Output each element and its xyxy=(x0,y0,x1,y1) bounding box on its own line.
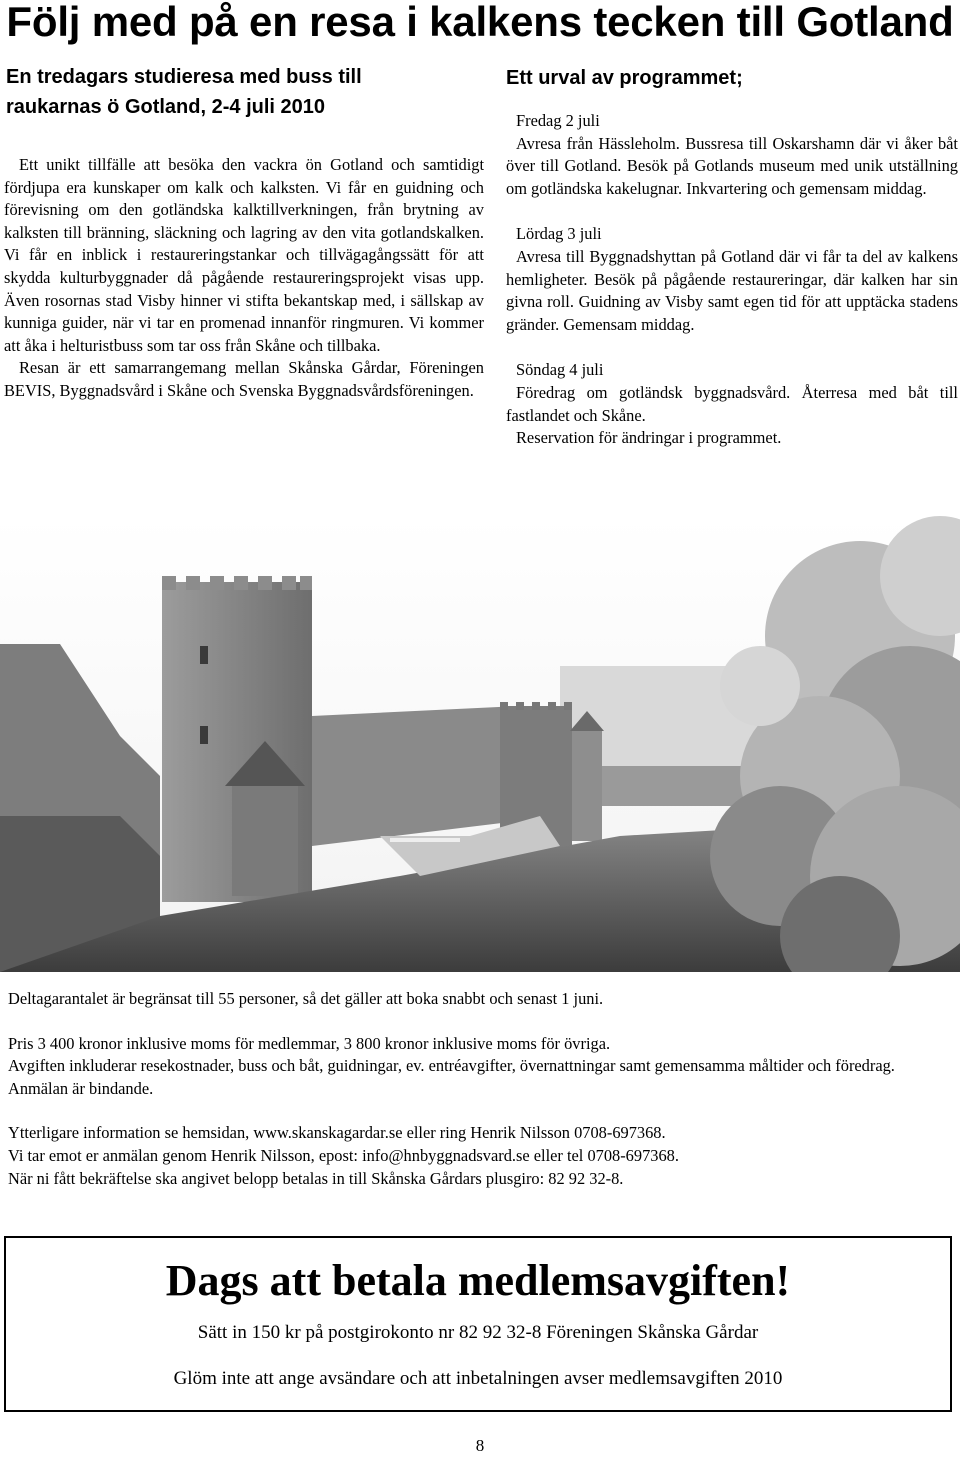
membership-reminder: Glöm inte att ange avsändare och att inbetalningen avser medlemsavgiften 2010 xyxy=(173,1368,783,1389)
price-text: Pris 3 400 kronor inklusive moms för medlemmar, 3 800 kronor inklusive moms för övriga. xyxy=(8,1033,611,1053)
trip-subheading xyxy=(6,62,486,122)
trip-description xyxy=(4,154,484,403)
subheading-line-2: raukarnas ö Gotland, 2-4 juli 2010 xyxy=(6,96,326,118)
day-description: Avresa från Hässleholm. Bussresa till Oskarshamn där vi åker båt över till Gotland. Besök på Gotlands museum med unik utställning om gotländska kakelugnar. Inkvartering och gemensam middag. xyxy=(506,133,958,198)
program-day-friday xyxy=(506,110,958,200)
page-headline: Följ med på en resa i kalkens tecken till Gotland xyxy=(6,0,954,45)
participants-text: Deltagarantalet är begränsat till 55 personer, så det gäller att boka snabbt och senast 1 juni. xyxy=(8,989,604,1008)
spacer xyxy=(8,1100,958,1122)
program-heading: Ett urval av programmet; xyxy=(506,67,743,89)
spacer xyxy=(8,1011,958,1033)
registration-text: Vi tar emot er anmälan genom Henrik Nilsson, epost: info@hnbyggnadsvard.se eller tel 0708-697368. xyxy=(8,1145,679,1165)
membership-payment-details: Sätt in 150 kr på postgirokonto nr 82 92 32-8 Föreningen Skånska Gårdar xyxy=(197,1322,759,1343)
booking-information xyxy=(8,988,958,1190)
page-number: 8 xyxy=(475,1436,485,1455)
program-list xyxy=(506,110,958,450)
includes-text: Avgiften inkluderar resekostnader, buss och båt, guidningar, ev. entréavgifter, övernattningar samt gemensamma måltider och föredrag. Anmälan är bindande. xyxy=(8,1056,895,1098)
day-description: Föredrag om gotländsk byggnadsvård. Återresa med båt till fastlandet och Skåne. xyxy=(506,382,958,425)
program-reservation-note: Reservation för ändringar i programmet. xyxy=(516,428,782,448)
visby-wall-photo xyxy=(0,516,960,972)
membership-fee-title: Dags att betala medlemsavgiften! xyxy=(165,1256,791,1305)
membership-fee-box xyxy=(4,1236,952,1412)
day-label: Söndag 4 juli xyxy=(516,360,604,380)
day-description: Avresa till Byggnadshyttan på Gotland där vi får ta del av kalkens hemligheter. Besök på pågående restaureringar, där kalken har sin givna roll. Guidning av Visby samt egen tid för att upptäcka stadens gränder. Gemensam middag. xyxy=(506,246,958,334)
program-day-sunday xyxy=(506,359,958,449)
program-day-saturday xyxy=(506,223,958,336)
description-paragraph-2: Resan är ett samarrangemang mellan Skånska Gårdar, Föreningen BEVIS, Byggnadsvård i Skåne och Svenska Byggnadsvårdsföreningen. xyxy=(4,358,484,400)
subheading-line-1: En tredagars studieresa med buss till xyxy=(6,66,362,88)
day-label: Lördag 3 juli xyxy=(516,224,602,244)
more-info-text: Ytterligare information se hemsidan, www.skanskagardar.se eller ring Henrik Nilsson 0708-697368. xyxy=(8,1123,666,1143)
day-label: Fredag 2 juli xyxy=(516,111,600,130)
confirmation-text: När ni fått bekräftelse ska angivet belopp betalas in till Skånska Gårdars plusgiro: 82 92 32-8. xyxy=(8,1168,624,1188)
description-paragraph-1: Ett unikt tillfälle att besöka den vackra ön Gotland och samtidigt fördjupa era kunskaper om kalk och kalksten. Vi får en guidning och förevisning om den gotländska kalktillverkningen, från brytning av kalksten till bränning, släckning och lagring av den vita gotlandskalken. Vi får en inblick i restaureringstankar och tillvägagångssätt för att skydda kulturbyggnader då pågående restaureringsprojekt visas upp. Även rosornas stad Visby hinner vi stifta bekantskap med, i sällskap av kunniga guider, när vi tar en promenad innanför ringmuren. Vi kommer att åka i helturistbuss som tar oss från Skåne och tillbaka. xyxy=(4,155,484,355)
